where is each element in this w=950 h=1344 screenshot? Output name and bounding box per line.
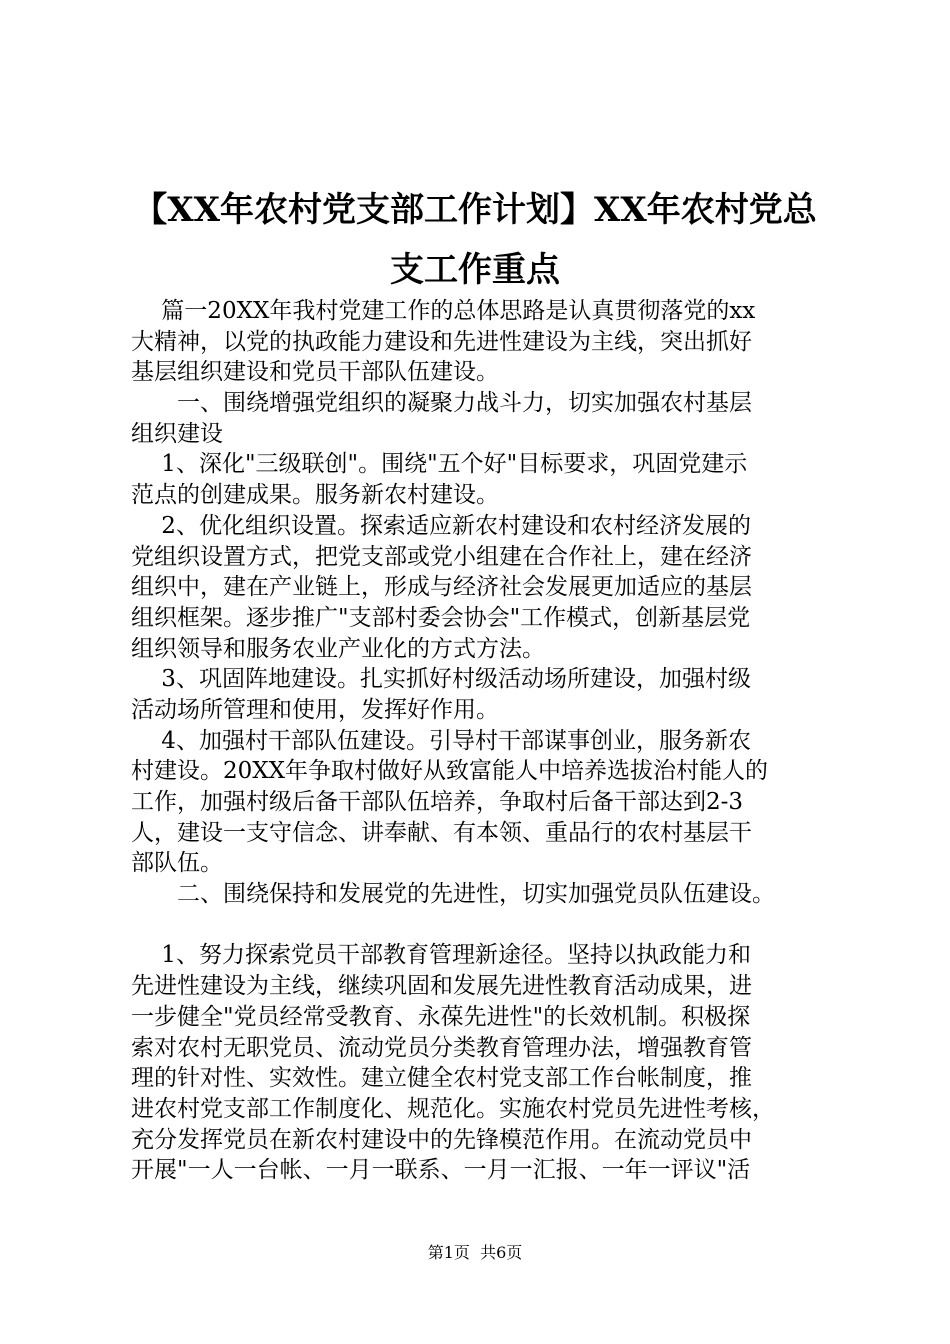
body-text-line: 党组织设置方式，把党支部或党小组建在合作社上，建在经济 (131, 543, 752, 570)
body-text-line: 组织中，建在产业链上，形成与经济社会发展更加适应的基层 (131, 574, 752, 601)
document-title-line-1: 【XX年农村党支部工作计划】XX年农村党总 (133, 190, 817, 230)
body-text-line: 先进性建设为主线，继续巩固和发展先进性教育活动成果，进 (131, 973, 752, 1000)
body-text-line: 1、深化"三级联创"。围绕"五个好"目标要求，巩固党建示 (131, 451, 748, 478)
body-text-line: 一、围绕增强党组织的凝聚力战斗力，切实加强农村基层 (131, 390, 752, 417)
body-text-line: 部队伍。 (131, 850, 223, 877)
body-text-line: 范点的创建成果。服务新农村建设。 (131, 482, 499, 509)
document-body (131, 296, 851, 1186)
body-text-line: 基层组织建设和党员干部队伍建设。 (131, 359, 499, 386)
body-text-line: 大精神，以党的执政能力建设和先进性建设为主线，突出抓好 (131, 328, 752, 355)
body-text-line: 组织领导和服务农业产业化的方式方法。 (131, 635, 545, 662)
body-text-line: 索对农村无职党员、流动党员分类教育管理办法，增强教育管 (131, 1034, 752, 1061)
body-text-line: 组织框架。逐步推广"支部村委会协会"工作模式，创新基层党 (131, 604, 751, 631)
page-footer: 第1页 共6页 (427, 1243, 523, 1262)
body-text-line: 开展"一人一台帐、一月一联系、一月一汇报、一年一评议"活 (131, 1157, 751, 1184)
body-text-line: 2、优化组织设置。探索适应新农村建设和农村经济发展的 (131, 512, 751, 539)
body-text-line: 1、努力探索党员干部教育管理新途径。坚持以执政能力和 (131, 942, 751, 969)
body-text-line: 篇一20XX年我村党建工作的总体思路是认真贯彻落党的xx (131, 298, 756, 324)
blank-line (131, 910, 851, 941)
body-text-line: 理的针对性、实效性。建立健全农村党支部工作台帐制度，推 (131, 1065, 752, 1092)
body-text-line: 村建设。20XX年争取村做好从致富能人中培养选拔治村能人的 (131, 758, 769, 785)
body-text-line: 进农村党支部工作制度化、规范化。实施农村党员先进性考核， (131, 1095, 775, 1122)
body-text-line: 组织建设 (131, 420, 223, 447)
body-text-line: 3、巩固阵地建设。扎实抓好村级活动场所建设，加强村级 (131, 666, 751, 693)
body-text-line: 工作，加强村级后备干部队伍培养，争取村后备干部达到2-3 (131, 789, 744, 815)
body-text-line: 人，建设一支守信念、讲奉献、有本领、重品行的农村基层干 (131, 819, 752, 846)
body-text-line: 活动场所管理和使用，发挥好作用。 (131, 696, 499, 723)
body-text-line: 充分发挥党员在新农村建设中的先锋模范作用。在流动党员中 (131, 1126, 752, 1153)
body-text-line: 一步健全"党员经常受教育、永葆先进性"的长效机制。积极探 (131, 1003, 751, 1030)
body-text-line: 4、加强村干部队伍建设。引导村干部谋事创业，服务新农 (131, 727, 751, 754)
document-title-line-2: 支工作重点 (390, 250, 560, 290)
body-text-line: 二、围绕保持和发展党的先进性，切实加强党员队伍建设。 (131, 881, 775, 908)
